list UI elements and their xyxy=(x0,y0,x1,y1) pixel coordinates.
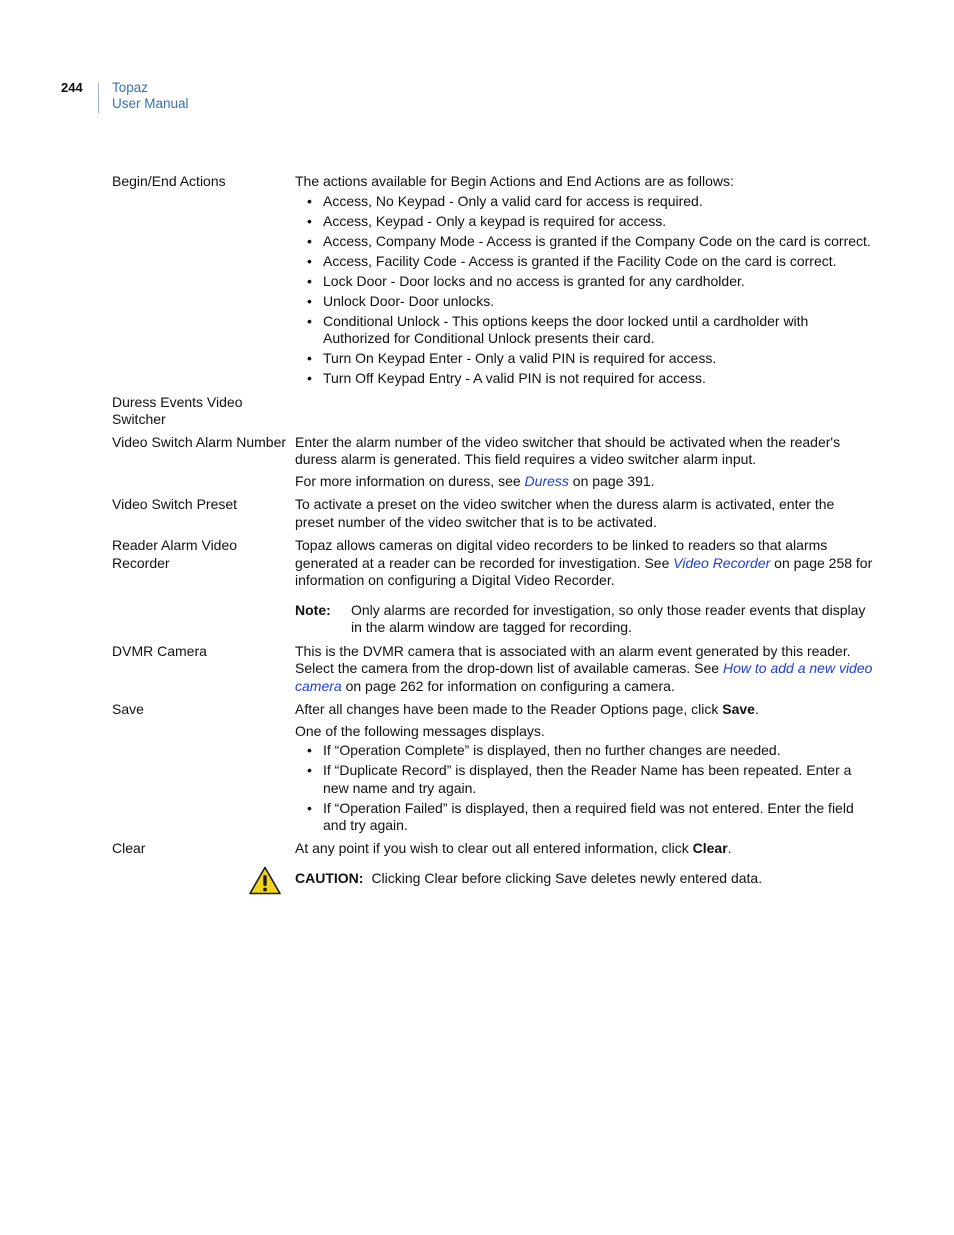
description-text: Enter the alarm number of the video switcher that should be activated when the reader's duress alarm is generated. This field requires a video switcher alarm input. xyxy=(295,433,841,467)
field-description: To activate a preset on the video switcher when the duress alarm is activated, enter the preset number of the video switcher that is to be activated. xyxy=(295,496,835,530)
header-manual: User Manual xyxy=(112,96,189,111)
note-block xyxy=(295,602,874,637)
field-description xyxy=(295,840,874,888)
text-segment: . xyxy=(754,701,759,717)
list-item: • If “Operation Failed” is displayed, then a required field was not entered. Enter the field and try again. xyxy=(295,800,874,835)
field-description xyxy=(295,537,874,637)
note-text: Only alarms are recorded for investigation, so only those reader events that display in the alarm window are tagged for recording. xyxy=(351,601,866,635)
row-duress-events xyxy=(112,394,874,429)
list-item: • Unlock Door- Door unlocks. xyxy=(295,293,874,311)
clear-instruction xyxy=(295,840,874,858)
text-segment: Topaz allows cameras on digital video recorders to be linked to readers so that alarms generated at a reader can be recorded for investigation. See xyxy=(295,537,828,571)
row-dvmr-camera xyxy=(112,643,874,696)
field-label: Video Switch Alarm Number xyxy=(112,433,287,450)
text-segment: At any point if you wish to clear out all entered information, click xyxy=(295,839,693,856)
field-label: Reader Alarm Video Recorder xyxy=(112,537,238,571)
list-item: • Access, Company Mode - Access is granted if the Company Code on the card is correct. xyxy=(295,233,874,251)
row-video-switch-preset xyxy=(112,496,874,531)
field-description xyxy=(295,643,874,696)
description-text xyxy=(295,537,874,590)
list-item: • If “Operation Complete” is displayed, then no further changes are needed. xyxy=(295,742,874,760)
messages-intro: One of the following messages displays. xyxy=(295,722,545,739)
list-item: • Lock Door - Door locks and no access is granted for any cardholder. xyxy=(295,273,874,291)
save-term: Save xyxy=(722,701,755,717)
list-item: • Turn On Keypad Enter - Only a valid PIN is required for access. xyxy=(295,350,874,368)
caution-block xyxy=(295,870,874,888)
header-product: Topaz xyxy=(112,80,149,95)
field-description-table xyxy=(112,173,874,888)
field-label: Duress Events Video Switcher xyxy=(112,393,243,427)
text-segment: This is the DVMR camera that is associated with an alarm event generated by this reader. Select the camera from the drop-down list of available cameras. See xyxy=(295,642,851,676)
field-description xyxy=(295,173,874,391)
caution-text: Clicking Clear before clicking Save deletes newly entered data. xyxy=(371,870,763,886)
field-description xyxy=(295,434,874,495)
actions-list xyxy=(295,193,874,388)
add-video-camera-link[interactable]: How to add a new video camera xyxy=(295,660,873,694)
duress-link[interactable]: Duress xyxy=(520,472,569,489)
note-label: Note: xyxy=(295,601,331,618)
row-reader-alarm-video-recorder xyxy=(112,537,874,637)
text-segment: on page 258 for information on configuring a Digital Video Recorder. xyxy=(295,554,873,588)
list-item: • Access, Facility Code - Access is granted if the Facility Code on the card is correct. xyxy=(295,253,874,271)
intro-text: The actions available for Begin Actions and End Actions are as follows: xyxy=(295,173,734,189)
reference-text: For more information on duress, see xyxy=(295,472,521,489)
duress-reference xyxy=(295,473,874,491)
reference-page: on page 391. xyxy=(568,472,655,489)
list-item: • Conditional Unlock - This options keeps the door locked until a cardholder with Authorized for Conditional Unlock presents their card. xyxy=(295,313,874,348)
field-label: Begin/End Actions xyxy=(112,173,226,189)
field-description xyxy=(295,701,874,838)
caution-label: CAUTION: xyxy=(295,870,364,886)
list-item: • If “Duplicate Record” is displayed, then the Reader Name has been repeated. Enter a new name and try again. xyxy=(295,762,874,797)
row-begin-end-actions xyxy=(112,173,874,391)
page-number: 244 xyxy=(61,80,83,95)
list-item: • Access, No Keypad - Only a valid card for access is required. xyxy=(295,193,874,211)
running-header xyxy=(112,80,189,112)
header-divider xyxy=(98,83,99,113)
row-save xyxy=(112,701,874,838)
text-segment: on page 262 for information on configuring a camera. xyxy=(341,677,675,694)
row-video-switch-alarm-number xyxy=(112,434,874,495)
save-instruction xyxy=(295,701,874,719)
field-label: Clear xyxy=(112,839,146,856)
field-label: Video Switch Preset xyxy=(112,496,238,512)
video-recorder-link[interactable]: Video Recorder xyxy=(673,554,771,571)
clear-term: Clear xyxy=(692,839,728,856)
text-segment: . xyxy=(727,839,732,856)
text-segment: After all changes have been made to the Reader Options page, click xyxy=(295,701,723,717)
list-item: • Turn Off Keypad Entry - A valid PIN is not required for access. xyxy=(295,370,874,388)
row-clear xyxy=(112,840,874,888)
field-label: DVMR Camera xyxy=(112,642,207,659)
field-label: Save xyxy=(112,701,144,717)
list-item: • Access, Keypad - Only a keypad is required for access. xyxy=(295,213,874,231)
warning-triangle-icon xyxy=(249,866,281,895)
messages-list xyxy=(295,742,874,835)
